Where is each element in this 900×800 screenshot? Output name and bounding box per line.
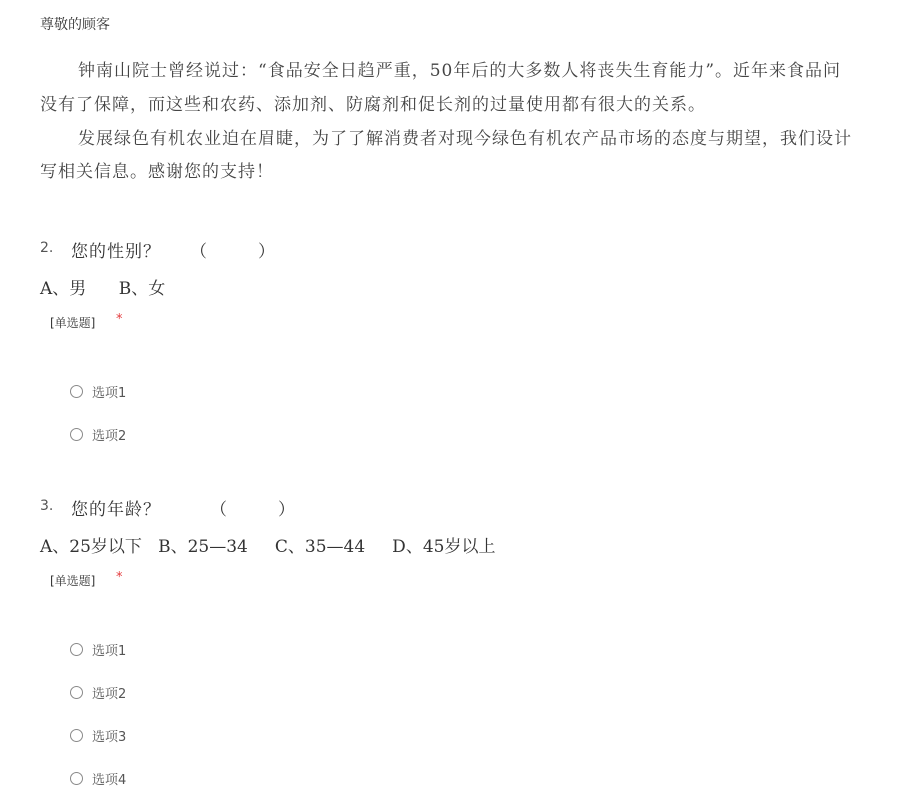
intro-line: 发展绿色有机农业迫在眉睫，为了了解消费者对现今绿色有机农产品市场的态度与期望，我们设计 [78, 129, 852, 149]
radio-option-label: 选项1 [92, 386, 127, 401]
radio-button[interactable] [70, 643, 83, 656]
required-mark: * [116, 312, 123, 327]
radio-button[interactable] [70, 772, 83, 785]
radio-option[interactable] [70, 425, 126, 444]
radio-option-label: 选项3 [92, 730, 127, 745]
question-type-label: [单选题] [50, 316, 96, 330]
question-type-label: [单选题] [50, 574, 96, 588]
radio-option-label: 选项4 [92, 773, 127, 788]
greeting: 尊敬的顾客 [40, 17, 110, 33]
required-mark: * [116, 570, 123, 585]
radio-button[interactable] [70, 729, 83, 742]
question-number: 2. [40, 240, 54, 256]
radio-option[interactable] [70, 726, 126, 745]
radio-option-label: 选项2 [92, 429, 127, 444]
intro-line: 钟南山院士曾经说过：“食品安全日趋严重，50年后的大多数人将丧失生育能力”。近年来食品问 [78, 61, 842, 81]
intro-line: 没有了保障，而这些和农药、添加剂、防腐剂和促长剂的过量使用都有很大的关系。 [40, 95, 706, 115]
radio-button[interactable] [70, 385, 83, 398]
answer-blank-open: （ [190, 242, 208, 262]
intro-line: 写相关信息。感谢您的支持！ [40, 162, 274, 182]
radio-option[interactable] [70, 640, 126, 659]
answer-blank-open: （ [210, 500, 228, 520]
question-title: 您的年龄？ [71, 500, 161, 520]
question-title: 您的性别？ [71, 242, 161, 262]
answer-blank-close: ） [278, 500, 296, 520]
radio-button[interactable] [70, 428, 83, 441]
question-choices-text: A、25岁以下 B、25—34 C、35—44 D、45岁以上 [40, 537, 496, 557]
radio-option-label: 选项2 [92, 687, 127, 702]
radio-option[interactable] [70, 769, 126, 788]
question-choices-text: A、男 B、女 [40, 279, 166, 299]
answer-blank-close: ） [258, 242, 276, 262]
radio-option[interactable] [70, 683, 126, 702]
radio-option-label: 选项1 [92, 644, 127, 659]
question-number: 3. [40, 498, 54, 514]
radio-button[interactable] [70, 686, 83, 699]
radio-option[interactable] [70, 382, 126, 401]
